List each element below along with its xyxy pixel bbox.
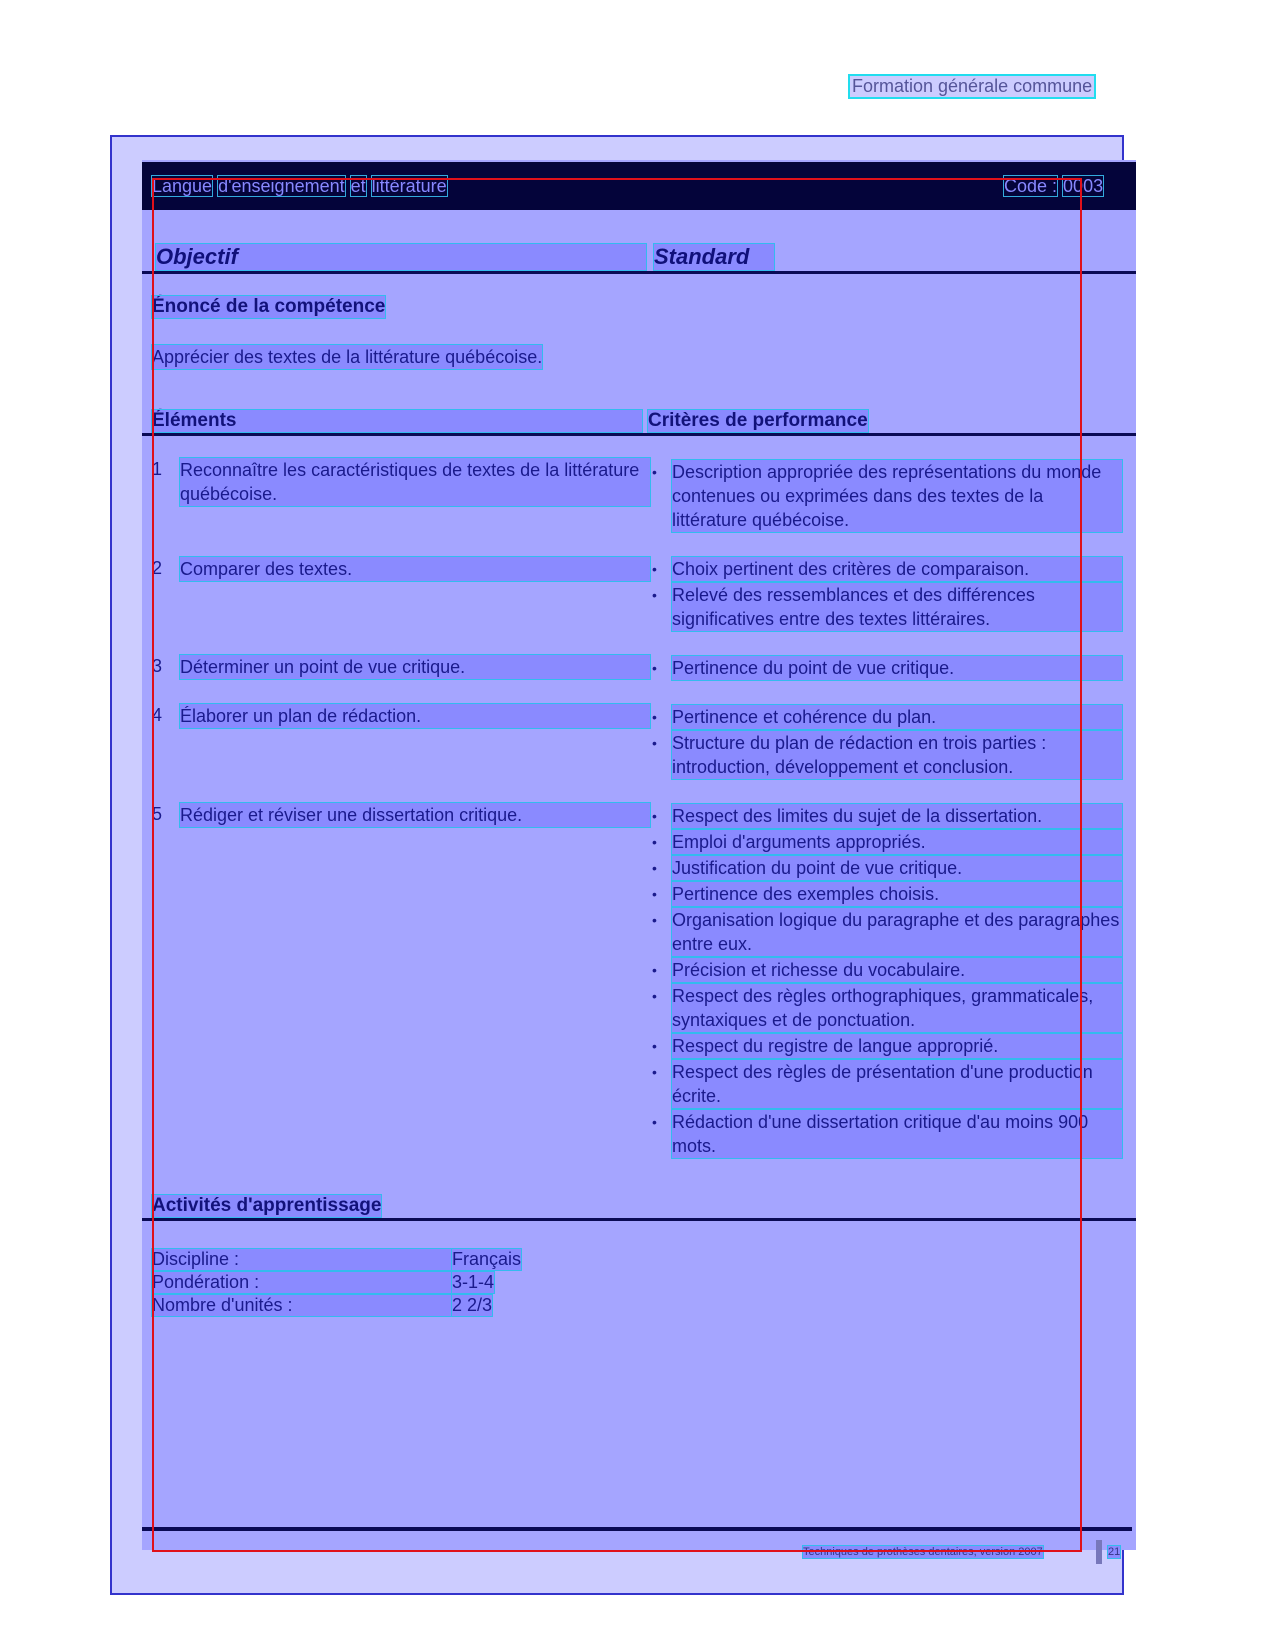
criteria-list (652, 705, 1122, 781)
criterion: • Respect des règles orthographiques, grammaticales, syntaxiques et de ponctuation. (652, 984, 1122, 1032)
criterion: • Justification du point de vue critique. (652, 856, 1122, 880)
criterion: • Précision et richesse du vocabulaire. (652, 958, 1122, 982)
criterion: • Pertinence et cohérence du plan. (652, 705, 1122, 729)
element-text: Comparer des textes. (180, 557, 650, 581)
code-value: 0003 (1063, 176, 1104, 196)
element-number: 2 (152, 558, 163, 578)
criterion: • Respect des règles de présentation d'une production écrite. (652, 1060, 1122, 1108)
element-text: Reconnaître les caractéristiques de textes de la littérature québécoise. (180, 458, 650, 506)
criteria-header: Critères de performance (648, 410, 868, 431)
criteria-list (652, 460, 1122, 534)
element-text: Élaborer un plan de rédaction. (180, 704, 650, 728)
criterion: • Rédaction d'une dissertation critique d'au moins 900 mots. (652, 1110, 1122, 1158)
element-number: 1 (152, 459, 163, 479)
footer-rule (142, 1527, 1132, 1531)
element-text: Rédiger et réviser une dissertation critique. (180, 803, 650, 827)
element-text: Déterminer un point de vue critique. (180, 655, 650, 679)
bullet-icon: • (652, 1114, 657, 1130)
bullet-icon: • (652, 660, 657, 676)
bullet-icon: • (652, 988, 657, 1004)
activites-heading: Activités d'apprentissage (152, 1195, 382, 1216)
bullet-icon: • (652, 1038, 657, 1054)
criterion: • Respect des limites du sujet de la dissertation. (652, 804, 1122, 828)
elements-header: Éléments (152, 410, 642, 432)
bullet-icon: • (652, 735, 657, 751)
bullet-icon: • (652, 587, 657, 603)
divider (142, 433, 1136, 436)
objectif-heading: Objectif (156, 244, 646, 270)
title-word: littérature (371, 176, 447, 196)
bullet-icon: • (652, 962, 657, 978)
divider (142, 1218, 1136, 1221)
element-number: 3 (152, 656, 163, 676)
bullet-icon: • (652, 561, 657, 577)
competence-heading: Énoncé de la compétence (152, 296, 386, 317)
criterion: • Pertinence du point de vue critique. (652, 656, 1122, 680)
bullet-icon: • (652, 709, 657, 725)
bullet-icon: • (652, 808, 657, 824)
footer-separator (1096, 1540, 1102, 1564)
criterion: • Emploi d'arguments appropriés. (652, 830, 1122, 854)
ponderation-label: Pondération : (152, 1272, 452, 1293)
title-word: d'enseignement (218, 176, 345, 196)
page-number: 21 (1108, 1546, 1121, 1558)
course-code (1004, 176, 1109, 197)
bullet-icon: • (652, 860, 657, 876)
discipline-value: Français (452, 1249, 522, 1269)
unites-value: 2 2/3 (452, 1295, 493, 1315)
bullet-icon: • (652, 886, 657, 902)
criteria-list (652, 804, 1122, 1160)
element-number: 4 (152, 705, 163, 725)
criterion: • Pertinence des exemples choisis. (652, 882, 1122, 906)
bullet-icon: • (652, 834, 657, 850)
element-number: 5 (152, 804, 163, 824)
criterion: • Relevé des ressemblances et des différences significatives entre des textes littéraires. (652, 583, 1122, 631)
criteria-list (652, 656, 1122, 682)
bullet-icon: • (652, 912, 657, 928)
criteria-list (652, 557, 1122, 633)
title-word: et (350, 176, 366, 196)
footer-text: Techniques de prothèses dentaires, version 2007 (803, 1546, 1043, 1558)
code-label: Code : (1004, 176, 1058, 196)
running-head: Formation générale commune (852, 76, 1093, 96)
competence-text: Apprécier des textes de la littérature québécoise. (152, 347, 543, 367)
ponderation-value: 3-1-4 (452, 1272, 495, 1292)
divider (142, 271, 1136, 274)
criterion: • Structure du plan de rédaction en trois parties : introduction, développement et conclusion. (652, 731, 1122, 779)
discipline-label: Discipline : (152, 1249, 452, 1270)
title-word: Langue (152, 176, 213, 196)
criterion: • Respect du registre de langue approprié. (652, 1034, 1122, 1058)
unites-label: Nombre d'unités : (152, 1295, 452, 1316)
course-title (152, 176, 453, 197)
criterion: • Choix pertinent des critères de comparaison. (652, 557, 1122, 581)
standard-heading: Standard (654, 244, 774, 270)
bullet-icon: • (652, 1064, 657, 1080)
criterion: • Organisation logique du paragraphe et des paragraphes entre eux. (652, 908, 1122, 956)
criterion: • Description appropriée des représentations du monde contenues ou exprimées dans des textes de la littérature québécoise. (652, 460, 1122, 532)
bullet-icon: • (652, 464, 657, 480)
